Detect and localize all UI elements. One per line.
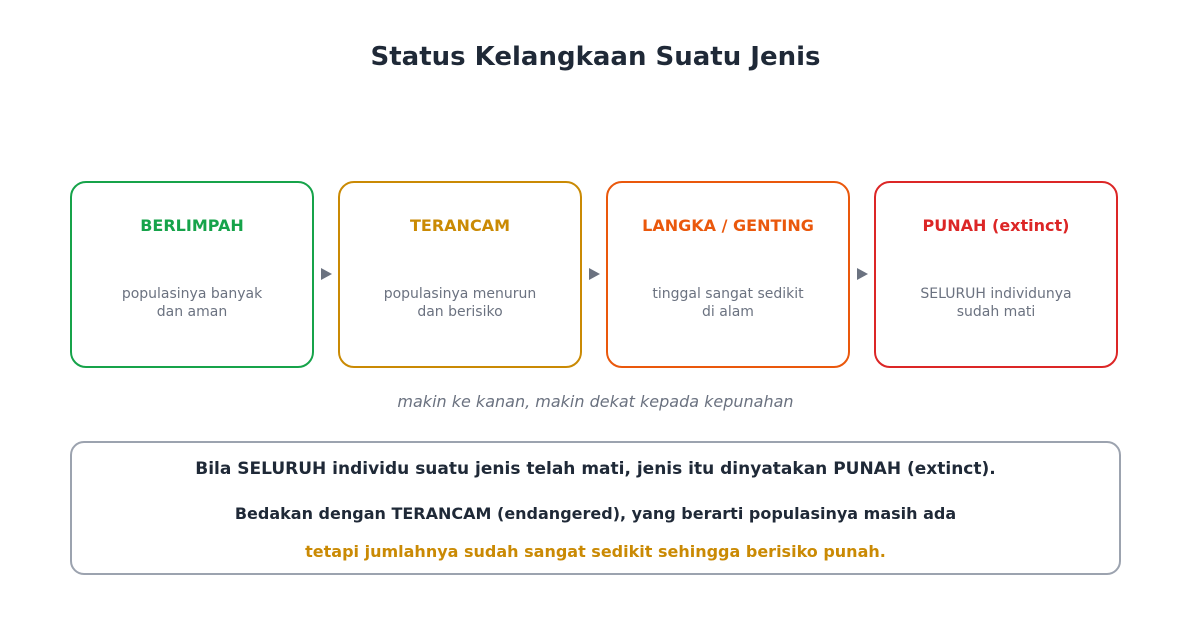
stage-label: TERANCAM: [410, 216, 510, 235]
stage-description: [876, 285, 1116, 321]
progression-caption: makin ke kanan, makin dekat kepada kepunahan: [397, 392, 794, 411]
stage-berlimpah: [70, 181, 314, 368]
stage-description: [608, 285, 848, 321]
explanation-line: Bedakan dengan TERANCAM (endangered), yang berarti populasinya masih ada: [234, 504, 957, 523]
stage-label: PUNAH (extinct): [922, 216, 1070, 235]
explanation-box: [70, 441, 1121, 575]
arrow-right-icon: [321, 268, 332, 280]
stage-label: LANGKA / GENTING: [642, 216, 814, 235]
stage-description-line: tinggal sangat sedikit: [652, 286, 804, 302]
stage-description-line: populasinya menurun: [383, 286, 537, 302]
stage-description-line: di alam: [702, 304, 754, 320]
arrow-right-icon: [589, 268, 600, 280]
stage-description-line: dan berisiko: [417, 304, 503, 320]
stage-punah: [874, 181, 1118, 368]
stage-description-line: populasinya banyak: [121, 286, 263, 302]
stage-label: BERLIMPAH: [140, 216, 244, 235]
stage-description-line: sudah mati: [956, 304, 1036, 320]
stage-description: [340, 285, 580, 321]
arrow-right-icon: [857, 268, 868, 280]
stage-terancam: [338, 181, 582, 368]
stage-description-line: SELURUH individunya: [920, 286, 1072, 302]
stage-description-line: dan aman: [156, 304, 228, 320]
diagram-title: Status Kelangkaan Suatu Jenis: [370, 42, 821, 72]
explanation-line: Bila SELURUH individu suatu jenis telah mati, jenis itu dinyatakan PUNAH (extinct).: [195, 459, 996, 479]
stage-description: [72, 285, 312, 321]
stage-langka-genting: [606, 181, 850, 368]
explanation-highlight-line: tetapi jumlahnya sudah sangat sedikit sehingga berisiko punah.: [305, 542, 886, 561]
